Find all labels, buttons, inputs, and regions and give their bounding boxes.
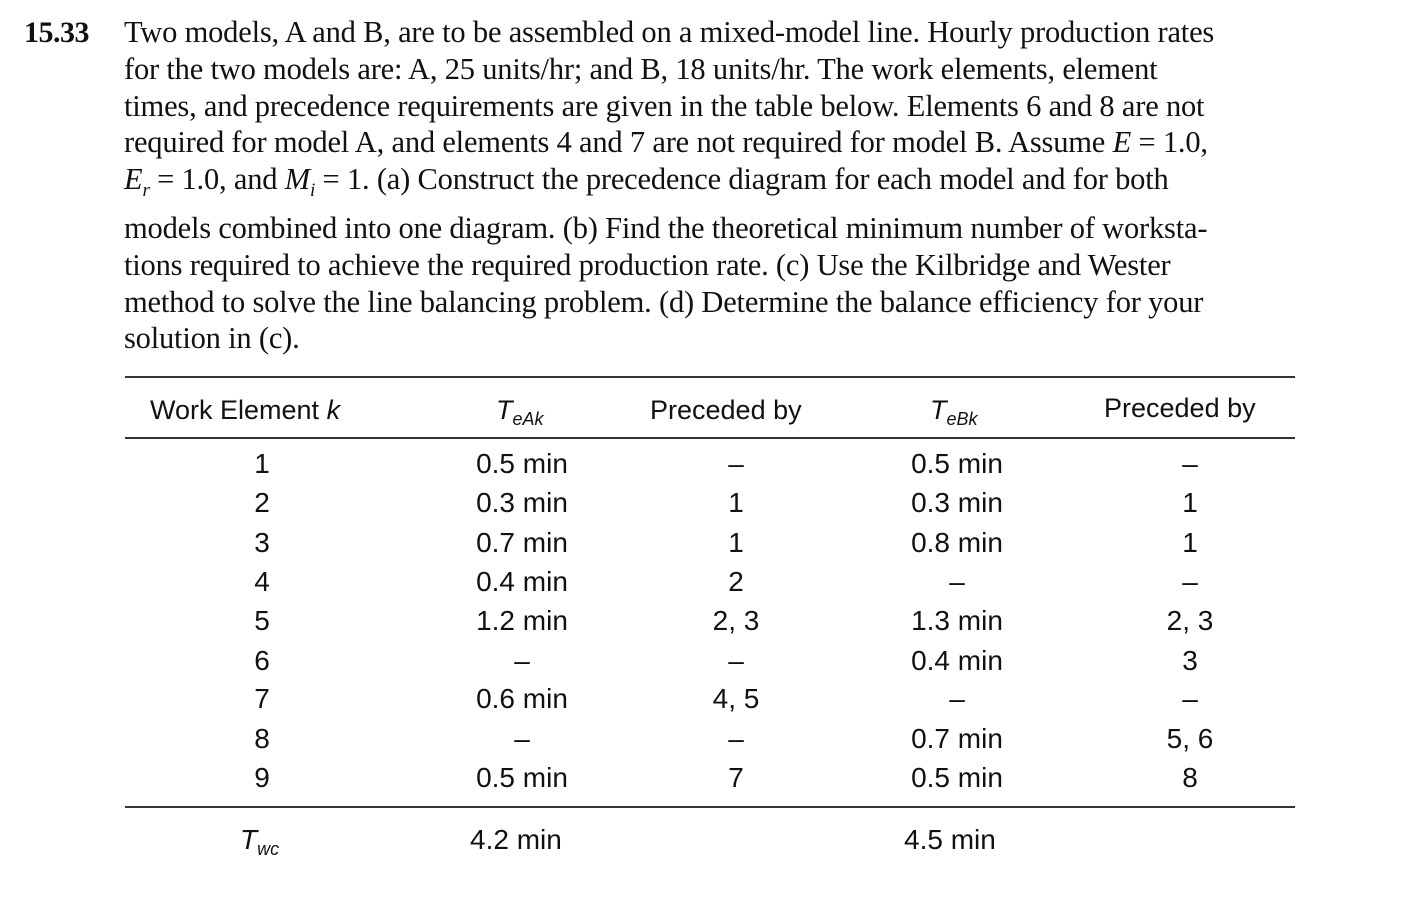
cell-element: 8: [254, 723, 270, 754]
total-label: $T_{wc}$: [240, 824, 280, 859]
cell-preceded-a: –: [728, 448, 744, 479]
problem-line: solution in (c).: [124, 321, 300, 356]
cell-tebk: 1.3 min: [911, 605, 1003, 636]
cell-teak: 0.6 min: [476, 683, 568, 714]
cell-preceded-a: 1: [728, 527, 744, 558]
problem-line: method to solve the line balancing problem. (d) Determine the balance efficiency for your: [124, 284, 1204, 319]
problem-line: times, and precedence requirements are given in the table below. Elements 6 and 8 are not: [124, 88, 1205, 123]
cell-teak: 0.4 min: [476, 566, 568, 597]
problem-line: tions required to achieve the required production rate. (c) Use the Kilbridge and Wester: [124, 247, 1171, 282]
problem-line: for the two models are: A, 25 units/hr; and B, 18 units/hr. The work elements, element: [124, 51, 1158, 86]
problem-line: Two models, A and B, are to be assembled on a mixed-model line. Hourly production rates: [124, 15, 1215, 49]
cell-teak: 0.5 min: [476, 448, 568, 479]
cell-element: 6: [254, 645, 270, 676]
cell-teak: 1.2 min: [476, 605, 568, 636]
header-preceded-b: Preceded by: [1104, 393, 1256, 423]
cell-element: 5: [254, 605, 270, 636]
cell-preceded-b: 2, 3: [1166, 605, 1214, 636]
header-preceded-a: Preceded by: [650, 395, 802, 425]
problem-line-text: = 1.0, and: [157, 162, 278, 197]
cell-preceded-b: 1: [1182, 527, 1198, 558]
cell-teak: 0.3 min: [476, 487, 568, 518]
cell-teak: –: [514, 723, 530, 754]
total-tebk: 4.5 min: [904, 824, 996, 855]
cell-element: 1: [254, 448, 270, 479]
problem-number: 15.33: [24, 16, 89, 49]
cell-preceded-b: 8: [1182, 762, 1198, 793]
cell-preceded-a: 1: [728, 487, 744, 518]
problem-line-text: required for model A, and elements 4 and 7 are not required for model B. Assume: [124, 125, 1106, 160]
cell-element: 3: [254, 527, 270, 558]
cell-tebk: –: [949, 566, 965, 597]
cell-preceded-a: –: [728, 723, 744, 754]
cell-preceded-a: 2, 3: [712, 605, 760, 636]
cell-preceded-a: –: [728, 645, 744, 676]
header-work-element: Work Element k: [150, 395, 341, 425]
eq-E: = 1.0,: [1138, 125, 1208, 160]
cell-tebk: 0.7 min: [911, 723, 1003, 754]
var-Mi: M: [284, 162, 310, 197]
cell-element: 4: [254, 566, 270, 597]
cell-tebk: 0.5 min: [911, 448, 1003, 479]
header-teak: $T_{eAk}$: [496, 395, 544, 429]
cell-preceded-a: 2: [728, 566, 744, 597]
cell-tebk: 0.3 min: [911, 487, 1003, 518]
cell-preceded-a: 7: [728, 762, 744, 793]
cell-preceded-b: –: [1182, 566, 1198, 597]
cell-preceded-b: 5, 6: [1166, 723, 1214, 754]
cell-element: 7: [254, 683, 270, 714]
cell-preceded-a: 4, 5: [712, 683, 760, 714]
cell-tebk: 0.5 min: [911, 762, 1003, 793]
cell-preceded-b: 3: [1182, 645, 1198, 676]
cell-preceded-b: 1: [1182, 487, 1198, 518]
cell-preceded-b: –: [1182, 448, 1198, 479]
problem-line-text: = 1. (a) Construct the precedence diagram for each model and for both: [322, 162, 1169, 197]
cell-tebk: –: [949, 683, 965, 714]
sub-r: r: [142, 180, 150, 202]
sub-i: i: [309, 180, 316, 202]
cell-tebk: 0.8 min: [911, 527, 1003, 558]
cell-preceded-b: –: [1182, 683, 1198, 714]
cell-teak: –: [514, 645, 530, 676]
cell-element: 9: [254, 762, 270, 793]
cell-teak: 0.7 min: [476, 527, 568, 558]
cell-element: 2: [254, 487, 270, 518]
cell-tebk: 0.4 min: [911, 645, 1003, 676]
problem-line: models combined into one diagram. (b) Find the theoretical minimum number of worksta-: [124, 211, 1208, 246]
var-Er: E: [124, 162, 143, 197]
cell-teak: 0.5 min: [476, 762, 568, 793]
header-tebk: $T_{eBk}$: [930, 395, 978, 429]
var-E: E: [1112, 125, 1131, 160]
total-teak: 4.2 min: [470, 824, 562, 855]
